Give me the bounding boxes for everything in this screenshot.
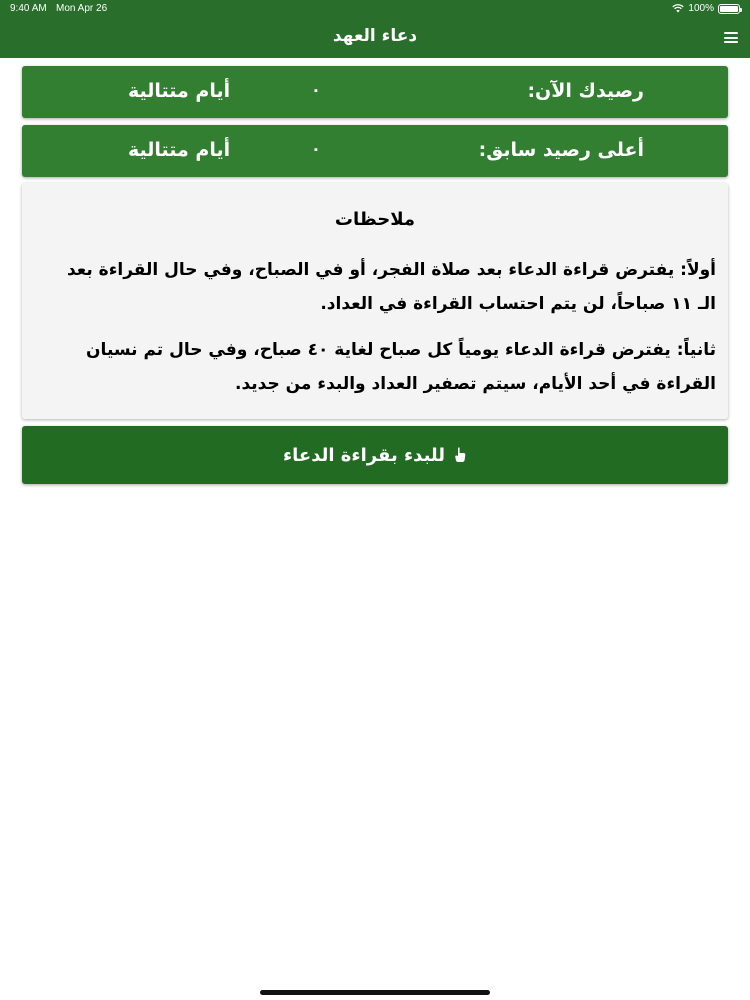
current-balance-unit: أيام متتالية <box>128 80 231 102</box>
status-time: 9:40 AM <box>10 3 47 14</box>
pointing-hand-icon <box>453 447 467 463</box>
notes-panel <box>22 183 728 419</box>
battery-icon <box>718 4 740 14</box>
current-balance-value: ٠ <box>311 80 321 99</box>
status-indicators <box>672 3 740 14</box>
app-header <box>0 0 750 58</box>
best-balance-unit: أيام متتالية <box>128 139 231 161</box>
page-title: دعاء العهد <box>332 26 418 46</box>
notes-first-paragraph: أولاً: يفترض قراءة الدعاء بعد صلاة الفجر، أو في الصباح، وفي حال القراءة بعد الـ ١١ صباحاً، لن يتم احتساب القراءة في العداد. <box>66 260 716 314</box>
best-balance-card <box>22 125 728 177</box>
wifi-icon <box>672 4 684 13</box>
home-indicator[interactable] <box>260 990 490 995</box>
start-reading-button[interactable] <box>22 426 728 484</box>
current-balance-label: رصيدك الآن: <box>527 80 644 102</box>
start-reading-label: للبدء بقراءة الدعاء <box>282 444 446 466</box>
status-date: Mon Apr 26 <box>56 3 108 14</box>
battery-percent: 100% <box>688 3 714 14</box>
best-balance-label: أعلى رصيد سابق: <box>478 139 644 161</box>
best-balance-value: ٠ <box>311 139 321 158</box>
notes-second-paragraph: ثانياً: يفترض قراءة الدعاء يومياً كل صباح لغاية ٤٠ صباح، وفي حال تم نسيان القراءة في أحد الأيام، سيتم تصفير العداد والبدء من جديد. <box>86 340 716 394</box>
current-balance-card <box>22 66 728 118</box>
notes-title: ملاحظات <box>334 209 416 230</box>
status-bar <box>0 0 750 18</box>
hamburger-menu-icon[interactable] <box>724 32 738 43</box>
